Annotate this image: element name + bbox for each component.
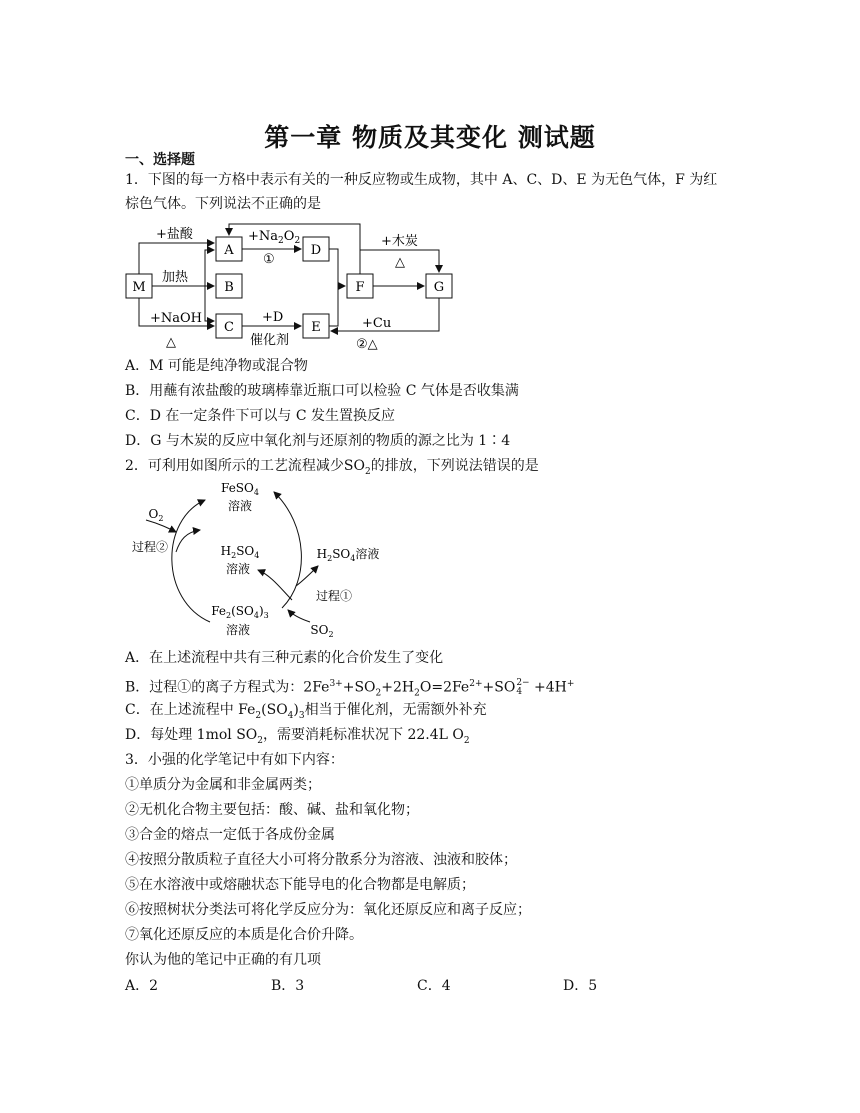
h2so4-inner-solution: 溶液 xyxy=(225,562,251,576)
q1-option-b: B．用蘸有浓盐酸的玻璃棒靠近瓶口可以检验 C 气体是否收集满 xyxy=(125,383,519,399)
q3-note-2: ②无机化合物主要包括：酸、碱、盐和氧化物； xyxy=(125,802,419,818)
label-cu: +Cu xyxy=(362,316,392,331)
h2so4-out-label: $H_2SO_4$溶液 xyxy=(316,547,380,563)
process-1-label: 过程① xyxy=(315,589,353,603)
q3-option-c: C．4 xyxy=(417,978,451,994)
q1-option-c: C．D 在一定条件下可以与 C 发生置换反应 xyxy=(125,408,395,424)
label-hcl: +盐酸 xyxy=(156,227,193,242)
section-heading: 一、选择题 xyxy=(125,152,195,168)
arc-process-2 xyxy=(172,500,210,622)
q2-option-d: D．每处理 1mol $SO_2$，需要消耗标准状况下 22.4L $O_2$ xyxy=(125,727,470,746)
box-e-label: E xyxy=(311,320,321,335)
arrow-b-c xyxy=(205,286,214,321)
process-2-label: 过程② xyxy=(131,540,169,554)
label-charcoal: +木炭 xyxy=(381,234,418,249)
label-plus-d: +D xyxy=(262,310,284,325)
box-f-label: F xyxy=(355,280,365,295)
arrow-h2so4-inner xyxy=(258,570,292,600)
h2so4-inner-label: $H_2SO_4$ xyxy=(220,544,260,560)
q2-option-a: A．在上述流程中共有三种元素的化合价发生了变化 xyxy=(125,650,444,666)
fe2so43-label: $Fe_2(SO_4)_3$ xyxy=(211,604,269,620)
q1-option-d: D．G 与木炭的反应中氧化剂与还原剂的物质的源之比为 1∶4 xyxy=(125,433,511,449)
arc-process-1 xyxy=(274,492,301,608)
q3-option-d: D．5 xyxy=(563,978,598,994)
q3-note-5: ⑤在水溶液中或熔融状态下能导电的化合物都是电解质； xyxy=(125,877,475,893)
box-a-label: A xyxy=(224,243,234,258)
label-heat: 加热 xyxy=(162,270,189,285)
q3-note-7: ⑦氧化还原反应的本质是化合价升降。 xyxy=(125,927,363,943)
fe2so43-solution: 溶液 xyxy=(225,623,251,637)
label-triangle-2: △ xyxy=(395,255,405,270)
q1-option-a: A．M 可能是纯净物或混合物 xyxy=(125,358,308,374)
page-title: 第一章 物质及其变化 测试题 xyxy=(264,123,596,152)
so2-label: $SO_2$ xyxy=(310,623,334,639)
o2-label: $O_2$ xyxy=(148,507,164,523)
label-naoh: +NaOH xyxy=(150,311,203,326)
q3-stem: 3．小强的化学笔记中有如下内容： xyxy=(125,752,344,768)
box-m-label: M xyxy=(132,280,146,295)
box-c-label: C xyxy=(224,320,234,335)
arrow-so2-in xyxy=(288,610,310,622)
feso4-label: FeSO$_4$ xyxy=(221,481,259,497)
label-na2o2: $+Na_2O_2$ xyxy=(248,229,301,246)
box-d-label: D xyxy=(310,243,322,258)
label-triangle-1: △ xyxy=(166,335,176,350)
box-b-label: B xyxy=(224,280,234,295)
q3-note-1: ①单质分为金属和非金属两类； xyxy=(125,777,321,793)
label-circle-2: ②△ xyxy=(356,337,378,352)
q1-reaction-diagram xyxy=(120,218,460,356)
arrow-b-a xyxy=(205,250,214,286)
q2-process-diagram xyxy=(120,476,400,642)
q1-stem-line2: 棕色气体。下列说法不正确的是 xyxy=(125,196,321,212)
q2-option-b: B．过程①的离子方程式为：$2Fe^{3+}+SO_2+2H_2O=2Fe^{2+}+SO$ 2− 4 +4H+ xyxy=(125,677,575,699)
label-circle-1: ① xyxy=(263,252,275,267)
arrow-e-f xyxy=(329,286,338,326)
q3-question: 你认为他的笔记中正确的有几项 xyxy=(125,952,321,968)
q3-option-b: B．3 xyxy=(271,978,305,994)
label-catalyst: 催化剂 xyxy=(250,333,290,348)
q3-note-4: ④按照分散质粒子直径大小可将分散系分为溶液、浊液和胶体； xyxy=(125,852,517,868)
box-g-label: G xyxy=(433,280,445,295)
q3-note-6: ⑥按照树状分类法可将化学反应分为：氧化还原反应和离子反应； xyxy=(125,902,531,918)
feso4-solution: 溶液 xyxy=(227,499,253,513)
q3-note-3: ③合金的熔点一定低于各成份金属 xyxy=(125,827,335,843)
q2-option-c: C．在上述流程中 $Fe_2(SO_4)_3$相当于催化剂，无需额外补充 xyxy=(125,702,487,721)
arrow-h2so4-inner-out xyxy=(176,530,200,552)
q1-stem-line1: 1．下图的每一方格中表示有关的一种反应物或生成物，其中 A、C、D、E 为无色气体，F 为红 xyxy=(125,172,718,188)
arrow-d-f xyxy=(329,249,345,286)
q3-option-a: A．2 xyxy=(125,978,159,994)
q2-stem: 2．可利用如图所示的工艺流程减少$SO_2$的排放，下列说法错误的是 xyxy=(125,458,539,477)
